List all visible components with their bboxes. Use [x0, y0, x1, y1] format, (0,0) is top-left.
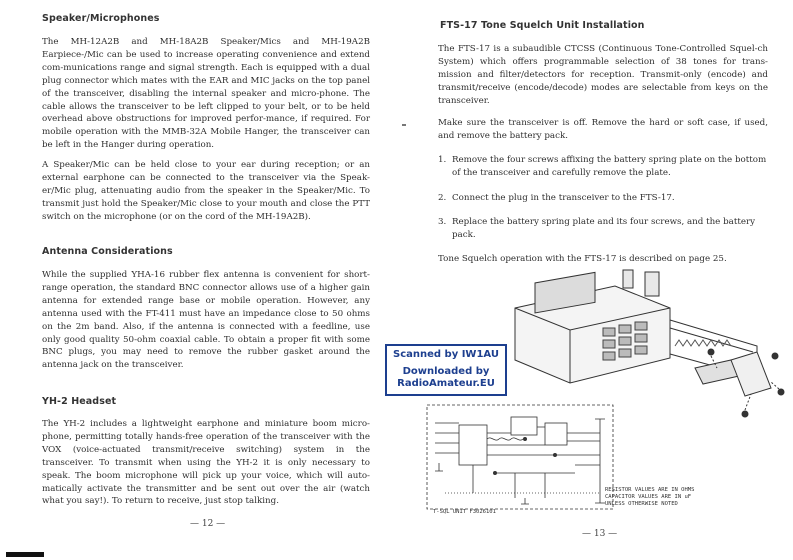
speaker-heading: Speaker/Microphones — [42, 13, 160, 24]
stamp-line-2: Downloaded by — [402, 366, 490, 377]
scan-edge-mark — [6, 552, 44, 557]
transceiver-illustration — [495, 268, 785, 418]
stamp-line-3: RadioAmateur.EU — [397, 378, 495, 389]
install-step-2 — [438, 192, 768, 206]
schematic-note-3: UNLESS OTHERWISE NOTED — [605, 501, 678, 507]
speaker-paragraph-2: A Speaker/Mic can be held close to your ear during reception; or an external earphone can be connected to the transceiver via the Speak-er/Mic plug, attenuating audio from the speaker in the Speaker/Mic. To transmit just hold the Speaker/Mic close to your mouth and close the PTT switch on the microphone (or on the cord of the MH-19A2B). — [42, 160, 370, 222]
page-number-right: — 13 — — [582, 529, 618, 539]
right-page — [400, 0, 793, 560]
fts17-prep-paragraph: Make sure the transceiver is off. Remove the hard or soft case, if used, and remove the battery pack. — [438, 118, 768, 141]
install-step-1 — [438, 154, 768, 180]
schematic-drawing — [425, 403, 625, 519]
antenna-paragraph: While the supplied YHA-16 rubber flex antenna is convenient for short-range operation, the standard BNC connector allows use of a higher gain antenna for extended range base or mobile operation. However, any antenna used with the FT-411 must have an impedance close to 50 ohms on the 2m band. Also, if the antenna is connected with a feedline, use only good quality 50-ohm coaxial cable. To obtain a proper fit with some BNC plugs, you may need to remove the rubber gasket around the antenna jack on the transceiver. — [42, 270, 370, 371]
tone-squelch-schematic — [425, 403, 625, 519]
step-text: Connect the plug in the transceiver to the FTS-17. — [452, 193, 675, 203]
schematic-footer: T-SQL UNIT F3026101 — [433, 509, 496, 515]
step-number: 1. — [438, 155, 447, 165]
install-step-3 — [438, 216, 768, 242]
step-text: Replace the battery spring plate and its four screws, and the battery pack. — [452, 217, 756, 240]
schematic-note-2: CAPACITOR VALUES ARE IN uF — [605, 494, 692, 500]
step-number: 3. — [438, 217, 447, 227]
fts17-heading: FTS-17 Tone Squelch Unit Installation — [440, 20, 645, 31]
headset-heading: YH-2 Headset — [42, 396, 117, 407]
headset-paragraph: The YH-2 includes a lightweight earphone and miniature boom micro-phone, permitting totally hands-free operation of the transceiver with the VOX (voice-actuated transmit/receive switching) system in the transceiver. To transmit when using the YH-2 it is only necessary to speak. The boom microphone will pick up your voice, which will auto-matically activate the transmitter and be sent out over the air (watch what you say!). To return to receive, just stop talking. — [42, 419, 370, 507]
scanner-stamp — [385, 344, 507, 396]
step-text: Remove the four screws affixing the battery spring plate on the bottom of the transceiver and carefully remove the plate. — [452, 155, 767, 178]
step-number: 2. — [438, 193, 447, 203]
fts17-note: Tone Squelch operation with the FTS-17 is described on page 25. — [438, 254, 727, 264]
schematic-note-1: RESISTOR VALUES ARE IN OHMS — [605, 487, 695, 493]
page-number-left: — 12 — — [190, 519, 226, 529]
speaker-paragraph-1: The MH-12A2B and MH-18A2B Speaker/Mics and MH-19A2B Earpiece-/Mic can be used to increase operating convenience and extend com-munications range and signal strength. Each is equipped with a dual plug connector which mates with the EAR and MIC jacks on the top panel of the transceiver, disabling the internal speaker and micro-phone. The cable allows the transceiver to be left clipped to your belt, or to be held overhead above obstructions for improved perfor-mance, if required. For mobile operation with the MMB-32A Mobile Hanger, the transceiver can be left in the Hanger during operation. — [42, 37, 370, 151]
fts17-intro-paragraph: The FTS-17 is a subaudible CTCSS (Continuous Tone-Controlled Squel-ch System) which offers programmable selection of 38 tones for trans-mission and filter/detectors for reception. Transmit-only (encode) and transmit/receive (encode/decode) modes are selectable from keys on the transceiver. — [438, 44, 768, 106]
antenna-heading: Antenna Considerations — [42, 246, 173, 257]
stamp-line-1: Scanned by IW1AU — [393, 349, 499, 360]
